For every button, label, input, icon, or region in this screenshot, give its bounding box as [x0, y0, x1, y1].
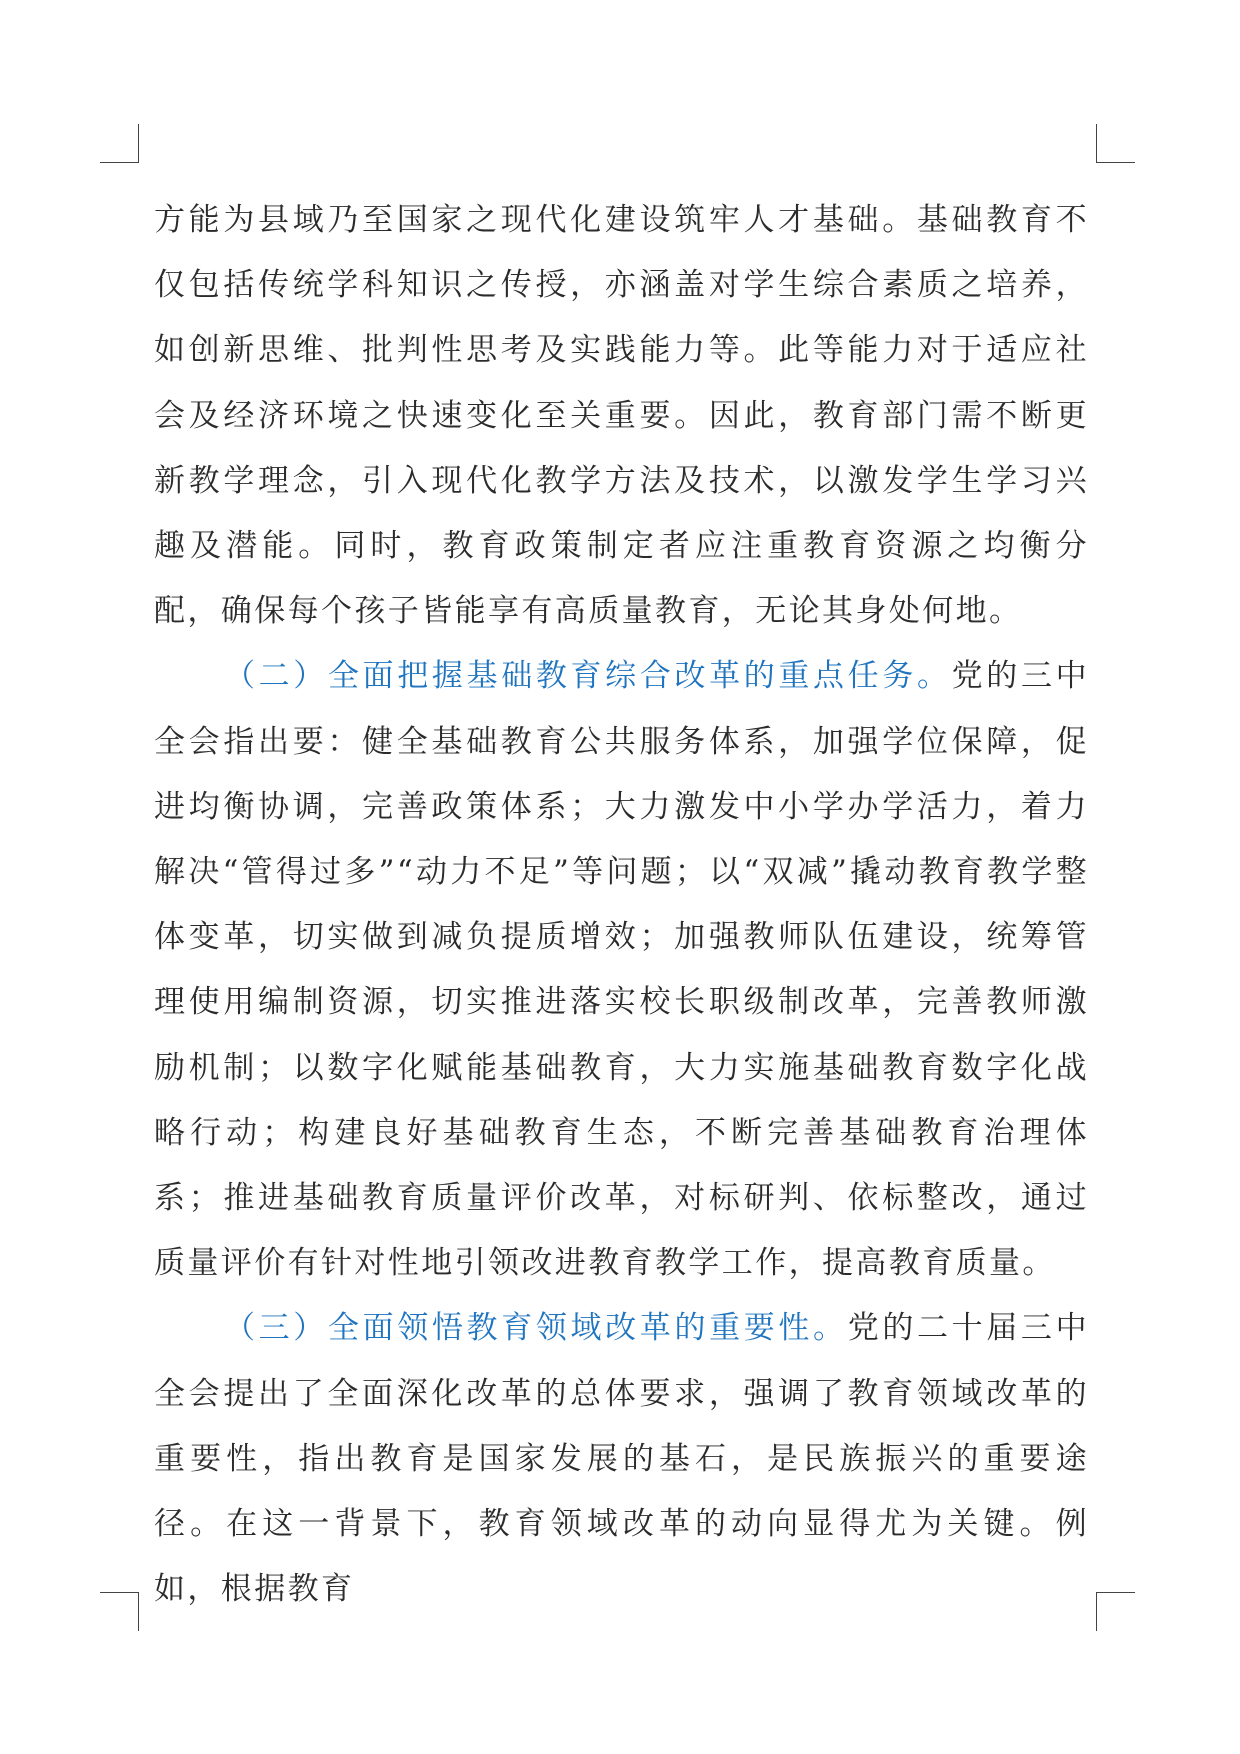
section-heading: （三）全面领悟教育领域改革的重要性。 — [224, 1310, 848, 1347]
crop-mark-top-left — [100, 124, 139, 163]
paragraph-continued — [154, 188, 1089, 644]
paragraph-text: 党的三中全会指出要：健全基础教育公共服务体系，加强学位保障，促进均衡协调，完善政策体系；大力激发中小学办学活力，着力解决“管得过多”“动力不足”等问题；以“双减”撬动教育教学整体变革，切实做到减负提质增效；加强教师队伍建设，统筹管理使用编制资源，切实推进落实校长职级制改革，完善教师激励机制；以数字化赋能基础教育，大力实施基础教育数字化战略行动；构建良好基础教育生态，不断完善基础教育治理体系；推进基础教育质量评价改革，对标研判、依标整改，通过质量评价有针对性地引领改进教育教学工作，提高教育质量。 — [154, 658, 1089, 1282]
paragraph-text: 方能为县域乃至国家之现代化建设筑牢人才基础。基础教育不仅包括传统学科知识之传授，亦涵盖对学生综合素质之培养，如创新思维、批判性思考及实践能力等。此等能力对于适应社会及经济环境之快速变化至关重要。因此，教育部门需不断更新教学理念，引入现代化教学方法及技术，以激发学生学习兴趣及潜能。同时，教育政策制定者应注重教育资源之均衡分配，确保每个孩子皆能享有高质量教育，无论其身处何地。 — [154, 202, 1089, 630]
section-heading: （二）全面把握基础教育综合改革的重点任务。 — [224, 658, 952, 695]
paragraph-section-3 — [154, 1296, 1089, 1622]
paragraph-section-2 — [154, 644, 1089, 1296]
paragraph-text: 党的二十届三中全会提出了全面深化改革的总体要求，强调了教育领域改革的重要性，指出教育是国家发展的基石，是民族振兴的重要途径。在这一背景下，教育领域改革的动向显得尤为关键。例如，根据教育 — [154, 1310, 1089, 1608]
crop-mark-bottom-left — [100, 1592, 139, 1631]
document-body — [154, 188, 1089, 1622]
crop-mark-top-right — [1096, 124, 1135, 163]
crop-mark-bottom-right — [1096, 1592, 1135, 1631]
